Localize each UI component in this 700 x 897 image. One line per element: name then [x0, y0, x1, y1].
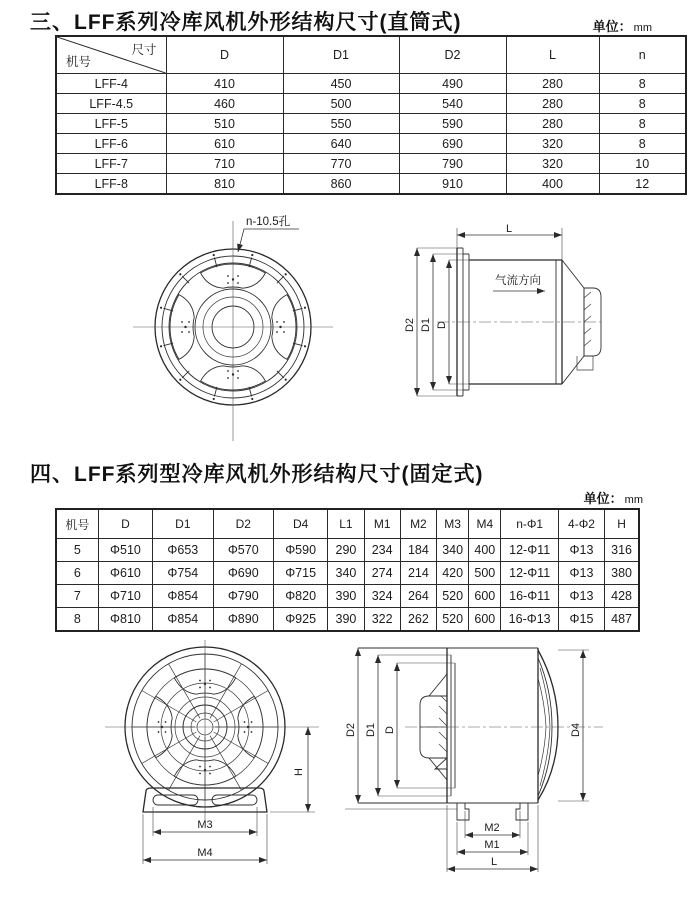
value-cell: 400	[469, 539, 501, 562]
table-fixed-type	[55, 508, 640, 632]
unit-value: mm	[633, 22, 652, 34]
value-cell: 234	[364, 539, 400, 562]
column-header: n	[599, 36, 686, 74]
value-cell: 610	[166, 134, 283, 154]
value-cell: 262	[400, 608, 436, 632]
value-cell: 264	[400, 585, 436, 608]
model-cell: 8	[56, 608, 98, 632]
column-header: D2	[399, 36, 506, 74]
value-cell: 510	[166, 114, 283, 134]
value-cell: 910	[399, 174, 506, 195]
value-cell: 550	[283, 114, 399, 134]
casing-outline	[358, 648, 603, 803]
value-cell: 428	[605, 585, 639, 608]
table-header-row	[56, 509, 639, 539]
casing-outline	[437, 248, 601, 396]
value-cell: Φ690	[213, 562, 273, 585]
value-cell: 8	[599, 74, 686, 94]
table-header-row	[56, 36, 686, 74]
value-cell: 500	[469, 562, 501, 585]
value-cell: 390	[328, 608, 364, 632]
front-view-drawing-fixed	[105, 638, 335, 890]
dim-label-H: H	[293, 768, 305, 776]
model-cell: 7	[56, 585, 98, 608]
hole-count-label: n-10.5孔	[246, 216, 291, 228]
column-header: L1	[328, 509, 364, 539]
column-header: L	[506, 36, 599, 74]
value-cell: 520	[437, 608, 469, 632]
value-cell: 340	[328, 562, 364, 585]
length-dimension	[457, 223, 562, 260]
table-straight-type	[55, 35, 687, 195]
value-cell: 500	[283, 94, 399, 114]
model-cell: LFF-8	[56, 174, 166, 195]
value-cell: 400	[506, 174, 599, 195]
column-header: D2	[213, 509, 273, 539]
value-cell: 8	[599, 114, 686, 134]
column-header: 4-Φ2	[558, 509, 604, 539]
value-cell: 600	[469, 608, 501, 632]
column-header: M1	[364, 509, 400, 539]
inlet-cowl	[538, 650, 558, 800]
value-cell: 770	[283, 154, 399, 174]
value-cell: 280	[506, 94, 599, 114]
unit-value: mm	[624, 494, 643, 506]
value-cell: 12-Φ11	[501, 562, 558, 585]
dim-label-D: D	[384, 726, 396, 734]
value-cell: 590	[399, 114, 506, 134]
foot-dimensions	[447, 805, 538, 872]
dim-label-M2: M2	[484, 822, 500, 834]
value-cell: 710	[166, 154, 283, 174]
table-row	[56, 174, 686, 195]
value-cell: 280	[506, 114, 599, 134]
table-body	[56, 539, 639, 632]
value-cell: 290	[328, 539, 364, 562]
model-cell: LFF-6	[56, 134, 166, 154]
value-cell: 340	[437, 539, 469, 562]
value-cell: Φ890	[213, 608, 273, 632]
column-header: n-Φ1	[501, 509, 558, 539]
table-row	[56, 74, 686, 94]
value-cell: 540	[399, 94, 506, 114]
value-cell: Φ13	[558, 539, 604, 562]
value-cell: 690	[399, 134, 506, 154]
column-header: D1	[283, 36, 399, 74]
value-cell: 390	[328, 585, 364, 608]
column-header: D1	[153, 509, 213, 539]
value-cell: 12	[599, 174, 686, 195]
mounting-feet	[345, 803, 528, 820]
dim-label-D4: D4	[570, 722, 582, 738]
value-cell: Φ653	[153, 539, 213, 562]
motor-assembly	[420, 674, 447, 780]
value-cell: 487	[605, 608, 639, 632]
value-cell: 450	[283, 74, 399, 94]
value-cell: 8	[599, 134, 686, 154]
value-cell: Φ790	[213, 585, 273, 608]
value-cell: 810	[166, 174, 283, 195]
column-header: M3	[437, 509, 469, 539]
value-cell: 460	[166, 94, 283, 114]
airflow-annotation	[493, 273, 545, 291]
value-cell: 600	[469, 585, 501, 608]
value-cell: 322	[364, 608, 400, 632]
value-cell: 274	[364, 562, 400, 585]
value-cell: Φ925	[273, 608, 327, 632]
d4-dimension	[558, 650, 589, 801]
value-cell: Φ854	[153, 585, 213, 608]
dim-label-M3: M3	[197, 819, 213, 831]
value-cell: 10	[599, 154, 686, 174]
column-header: D	[98, 509, 152, 539]
dim-label-D: D	[436, 321, 448, 329]
value-cell: Φ820	[273, 585, 327, 608]
hole-callout	[238, 214, 299, 252]
table-row	[56, 539, 639, 562]
section1-unit-note	[593, 16, 652, 35]
column-header: H	[605, 509, 639, 539]
value-cell: 410	[166, 74, 283, 94]
value-cell: Φ610	[98, 562, 152, 585]
value-cell: 280	[506, 74, 599, 94]
table-row	[56, 134, 686, 154]
dim-label-L: L	[490, 856, 498, 868]
value-cell: Φ510	[98, 539, 152, 562]
value-cell: 316	[605, 539, 639, 562]
table-row	[56, 114, 686, 134]
center-lines	[133, 221, 333, 441]
value-cell: Φ710	[98, 585, 152, 608]
value-cell: 12-Φ11	[501, 539, 558, 562]
value-cell: Φ810	[98, 608, 152, 632]
table-row	[56, 585, 639, 608]
table-row	[56, 608, 639, 632]
value-cell: Φ13	[558, 585, 604, 608]
value-cell: 520	[437, 585, 469, 608]
value-cell: 214	[400, 562, 436, 585]
side-view-drawing-fixed	[345, 638, 645, 890]
front-view-drawing-straight	[125, 203, 345, 445]
table-row	[56, 94, 686, 114]
section2-title: 四、LFF系列型冷库风机外形结构尺寸(固定式)	[30, 463, 484, 486]
value-cell: 320	[506, 154, 599, 174]
column-header: M4	[469, 509, 501, 539]
value-cell: 640	[283, 134, 399, 154]
value-cell: 16-Φ13	[501, 608, 558, 632]
table-body	[56, 74, 686, 195]
model-cell: LFF-7	[56, 154, 166, 174]
column-header: 机号	[56, 509, 98, 539]
corner-label-size: 尺寸	[131, 43, 157, 57]
unit-label: 单位：	[583, 491, 623, 506]
value-cell: 790	[399, 154, 506, 174]
column-header: D	[166, 36, 283, 74]
column-header: D4	[273, 509, 327, 539]
dim-label-L: L	[505, 223, 513, 235]
corner-header-cell	[56, 36, 166, 74]
value-cell: 324	[364, 585, 400, 608]
model-cell: 5	[56, 539, 98, 562]
value-cell: Φ854	[153, 608, 213, 632]
model-cell: LFF-4	[56, 74, 166, 94]
value-cell: Φ715	[273, 562, 327, 585]
value-cell: 320	[506, 134, 599, 154]
value-cell: 490	[399, 74, 506, 94]
value-cell: Φ15	[558, 608, 604, 632]
value-cell: Φ754	[153, 562, 213, 585]
dim-label-D1: D1	[420, 317, 432, 333]
column-header: M2	[400, 509, 436, 539]
value-cell: 184	[400, 539, 436, 562]
value-cell: Φ570	[213, 539, 273, 562]
value-cell: 420	[437, 562, 469, 585]
table-row	[56, 154, 686, 174]
model-cell: LFF-5	[56, 114, 166, 134]
model-cell: 6	[56, 562, 98, 585]
value-cell: 860	[283, 174, 399, 195]
value-cell: 380	[605, 562, 639, 585]
section1-title: 三、LFF系列冷库风机外形结构尺寸(直筒式)	[30, 11, 462, 34]
section2-unit-note	[584, 488, 643, 507]
value-cell: 8	[599, 94, 686, 114]
dim-label-D2: D2	[404, 317, 416, 333]
diameter-dimensions-left	[345, 648, 455, 803]
corner-label-model: 机号	[66, 55, 92, 69]
table-row	[56, 562, 639, 585]
dim-label-M1: M1	[484, 839, 500, 851]
airflow-direction-label: 气流方向	[495, 275, 541, 287]
dim-label-D2: D2	[345, 722, 357, 738]
value-cell: Φ13	[558, 562, 604, 585]
unit-label: 单位：	[592, 19, 632, 34]
value-cell: Φ590	[273, 539, 327, 562]
value-cell: 16-Φ11	[501, 585, 558, 608]
dim-label-M4: M4	[197, 847, 213, 859]
side-view-drawing-straight	[405, 222, 605, 445]
dim-label-D1: D1	[365, 722, 377, 738]
model-cell: LFF-4.5	[56, 94, 166, 114]
